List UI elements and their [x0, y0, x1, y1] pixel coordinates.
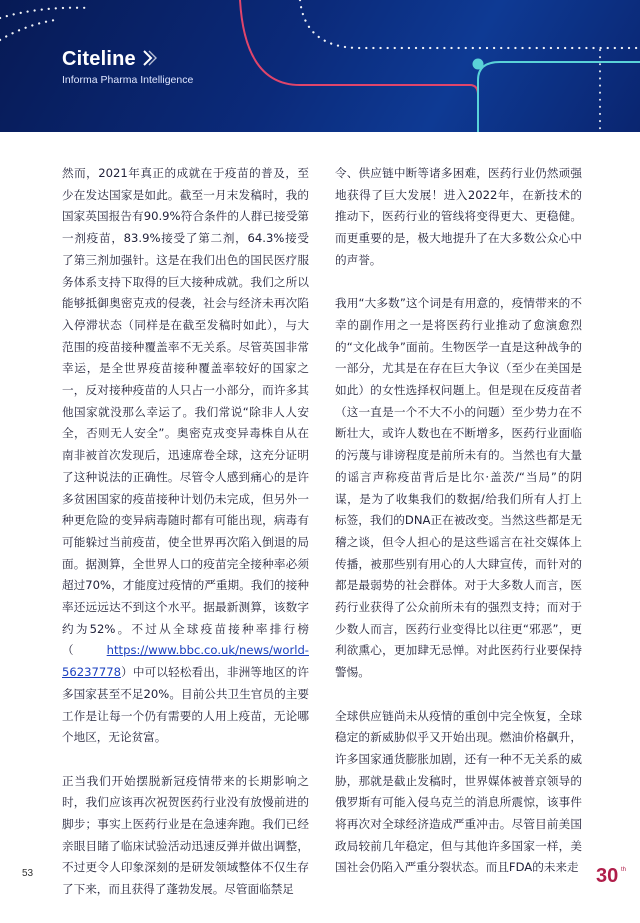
chevron-arrow-icon	[140, 49, 158, 67]
brand-name: Citeline	[62, 48, 136, 70]
left-paragraph-2: 正当我们开始摆脱新冠疫情带来的长期影响之时，我们应该再次祝贺医药行业没有放慢前进的脚步；事实上医药行业是在急速奔跑。我们已经亲眼目睹了临床试验活动迅速反弹并做出调整，不过更令人印象深刻的是研发领域整体不仅生存了下来，而且获得了蓬勃发展。尽管面临禁足	[62, 773, 309, 897]
bbc-vaccine-link[interactable]: https://www.bbc.co.uk/news/world-56237778	[62, 643, 309, 680]
page-header	[0, 0, 640, 132]
30th-anniversary-badge	[596, 862, 630, 886]
page-number: 53	[22, 868, 34, 879]
right-paragraph-3: 全球供应链尚未从疫情的重创中完全恢复，全球稳定的新威胁似乎又开始出现。燃油价格飙升，许多国家通货膨胀加剧，还有一种不无关系的威胁，那就是截止发稿时，世界媒体被普京领导的俄罗斯有可能入侵乌克兰的消息所震惊，该事件将再次对全球经济造成严重冲击。尽管目前美国政局较前几年稳定，但与其他许多国家一样，美国社会仍陷入严重分裂状态。而且FDA的未来走	[335, 708, 582, 875]
left-paragraph-1	[62, 163, 309, 749]
brand-tagline: Informa Pharma Intelligence	[62, 74, 194, 86]
paragraph-text: ）中可以轻松看出，非洲等地区的许多国家甚至不足20%。目前公共卫生官员的主要工作是让每一个仍有需要的人用上疫苗，无论哪个地区，无论贫富。	[62, 665, 309, 745]
right-column	[335, 163, 582, 901]
badge-superscript: th	[621, 867, 627, 873]
citeline-logo	[62, 48, 193, 86]
left-column	[62, 163, 309, 923]
right-paragraph-2: 我用“大多数”这个词是有用意的，疫情带来的不幸的副作用之一是将医药行业推动了愈演愈烈的“文化战争”面前。生物医学一直是这种战争的一部分，尤其是在存在巨大争议（至少在美国是如此）的女性选择权问题上。但是现在反疫苗者（这一直是一个不大不小的问题）至少势力在不断壮大，或许人数也在不断增多，医药行业面临的污蔑与诽谤程度是前所未有的。当然也有大量的谣言声称疫苗背后是比尔·盖茨/“当局”的阴谋，是为了收集我们的数据/给我们所有人打上标签，我们的DNA正在被改变。当然这些都是无稽之谈，但令人担心的是这些谣言在社交媒体上传播，被那些别有用心的人大肆宣传，而针对的都是最弱势的社会群体。对于大多数人而言，医药行业获得了公众前所未有的强烈支持；而对于少数人而言，医药行业变得比以往更“邪恶”，更利欲熏心，更加肆无忌惮。对此医药行业要保持警惕。	[335, 296, 582, 680]
paragraph-text: 然而，2021年真正的成就在于疫苗的普及，至少在发达国家是如此。截至一月末发稿时，我的国家英国报告有90.9%符合条件的人群已接受第一剂疫苗，83.9%接受了第二剂，64.3%接受了第三剂加强针。这是在我们出色的国民医疗服务体系支持下取得的巨大接种成就。我们之所以能够抵御奥密克戎的侵袭，社会与经济未再次陷入停滞状态（同样是在截至发稿时如此），与大范围的疫苗接种覆盖率不无关系。尽管英国非常幸运，是全世界疫苗接种覆盖率较好的国家之一，反对接种疫苗的人只占一小部分，而许多其他国家就没那么幸运了。我们常说“除非人人安全，否则无人安全”。奥密克戎变异毒株自从在南非被首次发现后，迅速席卷全球，这充分证明了这种说法的正确性。尽管令人感到痛心的是许多贫困国家的疫苗接种计划仍未完成，但另外一种更危险的变异病毒随时都有可能出现，病毒有可能躲过当前疫苗，使全世界再次陷入倒退的局面。据测算，全世界人口的疫苗完全接种率必须超过70%，才能度过疫情的严重期。我们的接种率还远远达不到这个水平。据最新测算，该数字约为52%。不过从全球疫苗接种率排行榜（	[62, 166, 309, 658]
right-paragraph-1: 令、供应链中断等诸多困难，医药行业仍然顽强地获得了巨大发展！进入2022年，在新技术的推动下，医药行业的管线将变得更大、更稳健。而更重要的是，极大地提升了在大多数公众心中的声誉。	[335, 166, 582, 267]
badge-number: 30	[596, 865, 619, 886]
